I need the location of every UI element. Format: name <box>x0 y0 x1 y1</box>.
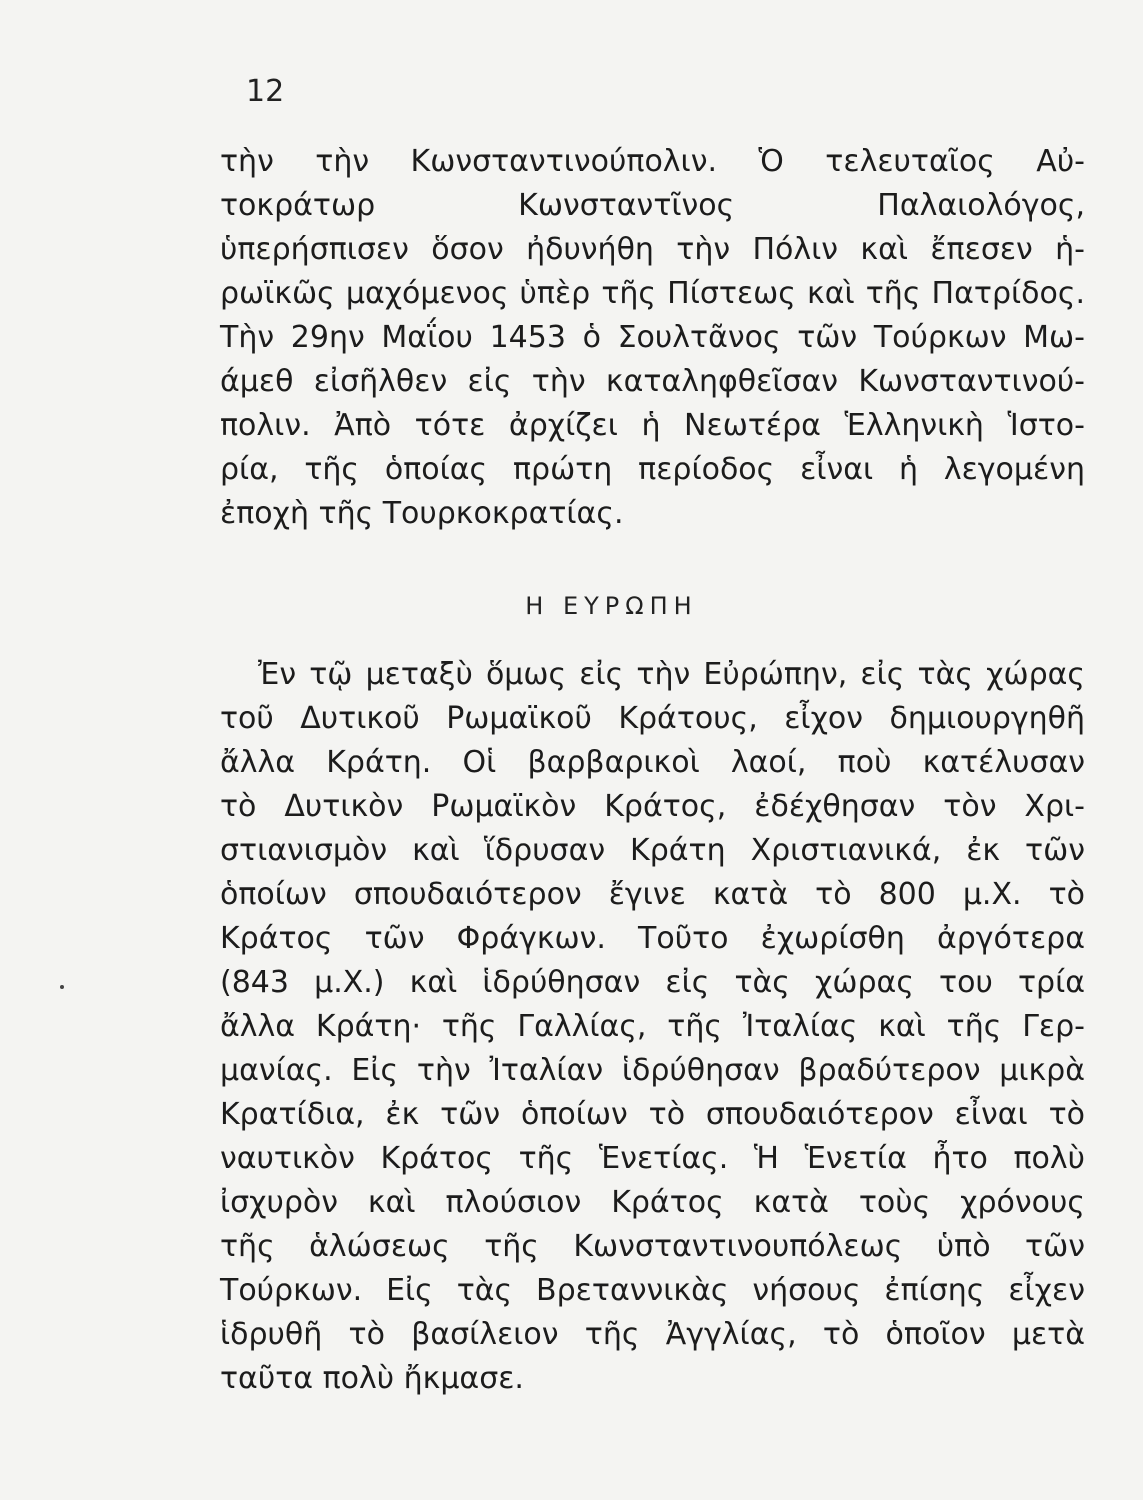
text-line: Κρατίδια, ἐκ τῶν ὁποίων τὸ σπουδαιότερον εἶναι τὸ <box>220 1097 1085 1132</box>
text-line: ρία, τῆς ὁποίας πρώτη περίοδος εἶναι ἡ λεγομένη <box>220 452 1085 487</box>
text-line: ἐποχὴ τῆς Τουρκοκρατίας. <box>220 496 624 531</box>
text-line: τῆς ἁλώσεως τῆς Κωνσταντινουπόλεως ὑπὸ τῶν <box>220 1229 1085 1264</box>
text-line: ἄλλα Κράτη. Οἱ βαρβαρικοὶ λαοί, ποὺ κατέλυσαν <box>220 745 1085 780</box>
text-line: ἰσχυρὸν καὶ πλούσιον Κράτος κατὰ τοὺς χρόνους <box>220 1185 1085 1220</box>
text-line: ὁποίων σπουδαιότερον ἔγινε κατὰ τὸ 800 μ.Χ. τὸ <box>220 877 1085 912</box>
text-line: ἱδρυθῆ τὸ βασίλειον τῆς Ἀγγλίας, τὸ ὁποῖον μετὰ <box>220 1317 1085 1352</box>
text-line: τοκράτωρ Κωνσταντῖνος Παλαιολόγος, <box>220 188 1085 223</box>
text-line: τὸ Δυτικὸν Ρωμαϊκὸν Κράτος, ἐδέχθησαν τὸν Χρι- <box>220 789 1085 824</box>
text-line: τὴν τὴν Κωνσταντινούπολιν. Ὁ τελευταῖος Αὐ- <box>220 144 1085 179</box>
text-line: ἄλλα Κράτη· τῆς Γαλλίας, τῆς Ἰταλίας καὶ τῆς Γερ- <box>220 1009 1085 1044</box>
text-line: Ἐν τῷ μεταξὺ ὅμως εἰς τὴν Εὐρώπην, εἰς τὰς χώρας <box>258 657 1085 692</box>
paragraph-byzantium <box>220 140 1085 536</box>
margin-speck <box>60 985 64 989</box>
text-line: άμεθ εἰσῆλθεν εἰς τὴν καταληφθεῖσαν Κωνσταντινού- <box>220 364 1085 399</box>
text-line: μανίας. Εἰς τὴν Ἰταλίαν ἱδρύθησαν βραδύτερον μικρὰ <box>220 1053 1085 1088</box>
page-number: 12 <box>246 74 285 109</box>
section-heading: Η ΕΥΡΩΠΗ <box>525 592 698 620</box>
text-line: ναυτικὸν Κράτος τῆς Ἑνετίας. Ἡ Ἑνετία ἦτο πολὺ <box>220 1141 1085 1176</box>
text-line: ρωϊκῶς μαχόμενος ὑπὲρ τῆς Πίστεως καὶ τῆς Πατρίδος. <box>220 276 1085 311</box>
text-line: τοῦ Δυτικοῦ Ρωμαϊκοῦ Κράτους, εἶχον δημιουργηθῆ <box>220 701 1085 736</box>
text-line: στιανισμὸν καὶ ἵδρυσαν Κράτη Χριστιανικά, ἐκ τῶν <box>220 833 1085 868</box>
text-line: (843 μ.Χ.) καὶ ἱδρύθησαν εἰς τὰς χώρας του τρία <box>220 965 1085 1000</box>
text-line: Τούρκων. Εἰς τὰς Βρεταννικὰς νήσους ἐπίσης εἶχεν <box>220 1273 1085 1308</box>
text-line: ταῦτα πολὺ ἤκμασε. <box>220 1361 524 1396</box>
text-line: Τὴν 29ην Μαΐου 1453 ὁ Σουλτᾶνος τῶν Τούρκων Μω- <box>220 320 1085 355</box>
text-line: Κράτος τῶν Φράγκων. Τοῦτο ἐχωρίσθη ἀργότερα <box>220 921 1085 956</box>
text-line: ὑπερήσπισεν ὅσον ἠδυνήθη τὴν Πόλιν καὶ ἔπεσεν ἡ- <box>220 232 1085 267</box>
text-line: πολιν. Ἀπὸ τότε ἀρχίζει ἡ Νεωτέρα Ἑλληνικὴ Ἱστο- <box>220 408 1085 443</box>
paragraph-europe <box>220 653 1085 1401</box>
